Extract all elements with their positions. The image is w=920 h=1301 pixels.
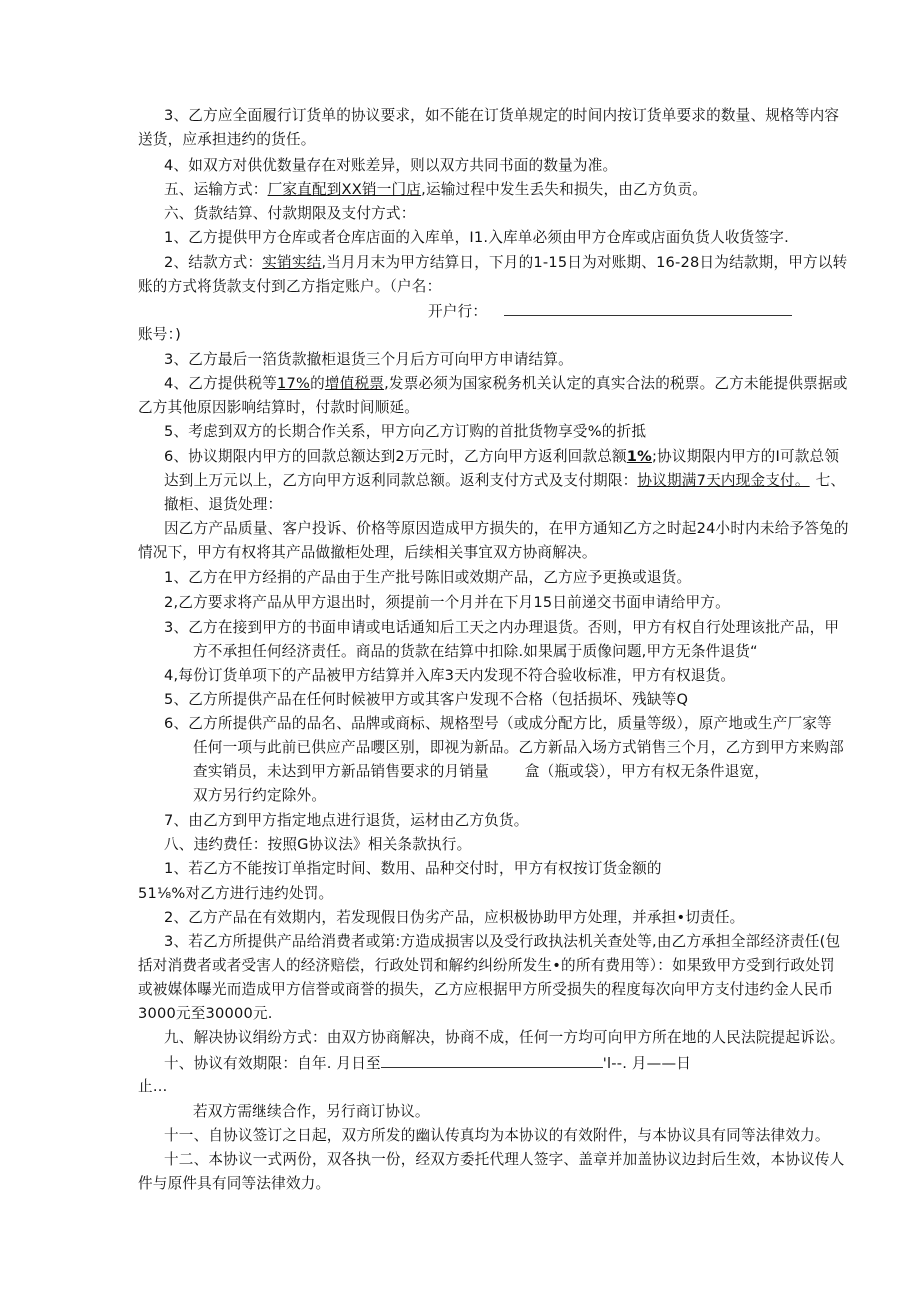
clause-6-4: 4、如双方对供优数量存在对账差异，则以双方共同书面的数量为准。 [164,157,618,174]
clause-payment-6-line1: 6、协议期限内甲方的回款总额达到2万元时，乙方向甲方返利回款总额1%;协议期限内甲方的I可款总领 [164,448,840,465]
section-10-renewal: 若双方需继续合作，另行商订协议。 [193,1103,430,1120]
section-7-number: 七、 [815,472,846,489]
tax-rate: 17% [277,375,311,392]
return-clause-2: 2,乙方要求将产品从甲方退出时，须提前一个月并在下月15日前递交书面申请给甲方。 [164,594,730,611]
tax-invoice: 增值税票 [324,375,385,392]
section-11: 十一、自协议签订之日起，双方所发的幽认传真均为本协议的有效附件，与本协议具有同等法律效力。 [164,1127,830,1144]
clause-payment-5: 5、考虑到双方的长期合作关系，甲方向乙方订购的首批货物享受%的折抵 [164,423,647,440]
clause-payment-4-line2: 乙方其他原因影响结算时，付款时间顺延。 [138,399,420,416]
breach-clause-3-line3: 或被媒体曝光而造成甲方信誉或商誉的损失，乙方应根据甲方所受损失的程度每次向甲方支付违约金人民币 [138,981,834,998]
transport-note: ,运输过程中发生丢失和损失，由乙方负贡。 [421,181,708,198]
breach-clause-3-line4: 3000元至30000元. [138,1005,273,1022]
section-7-intro-line1: 因乙方产品质量、客户投诉、价格等原因造成甲方损失的，在甲方通知乙方之时起24小时内未给予答兔的 [164,520,849,537]
section-10-term: 十、协议有效期限：自年. 月日至 'l--. 月——日 [164,1055,692,1072]
breach-clause-1-line2: 51⅛%对乙方进行违约处罚。 [138,885,334,902]
breach-clause-3-line2: 括对消费者或者受害人的经济赔偿，行政处罚和解约纠纷所发生•的所有费用等）：如果致甲方受到行政处罚 [138,957,835,974]
section-12-line1: 十二、本协议一式两份，双各执一份，经双方委托代理人签字、盖章并加盖协议边封后生效，本协议传人 [164,1151,845,1168]
bank-line [428,301,792,322]
bank-label: 开户行： [428,303,488,320]
section-12-line2: 件与原件具有同等法律效力。 [138,1175,331,1192]
settlement-method: 实销实结 [262,254,322,271]
section-6-heading: 六、货款结算、付款期限及支付方式： [164,205,416,222]
clause-payment-3: 3、乙方最后一箔货款撤柜退货三个月后方可向甲方申请结算。 [164,351,573,368]
return-clause-3-line2: 方不承担任何经济责任。商品的货款在结算中扣除.如果属于质像问题,甲方无条件退货“ [193,643,758,660]
section-5-transport [164,180,707,200]
clause-6-3-line2: 送货，应承担违约的货任。 [138,131,316,148]
settlement-label: 2、结款方式： [164,254,263,271]
transport-label: 五、运输方式： [164,181,268,198]
return-clause-6-line4: 双方另行约定除外。 [193,787,327,804]
term-blank [381,1053,603,1068]
rebate-term: 协议期满7天内现金支付。 [637,472,810,489]
section-7-title: 撤柜、退货处理： [164,496,283,513]
return-clause-1: 1、乙方在甲方经捐的产品由于生产批号陈旧或效期产品，乙方应予更换或退货。 [164,569,692,586]
clause-6-3-line1: 3、乙方应全面履行订货单的协议要求，如不能在订货单规定的时间内按订货单要求的数量、规格等内容 [164,107,840,124]
account-line: 账号：) [138,326,181,343]
clause-payment-2-line1 [164,253,847,273]
clause-payment-4-line1: 4、乙方提供税等17%的增值税票,发票必须为国家税务机关认定的真实合法的税票。乙方未能提供票据或 [164,375,848,392]
rebate-rate: 1% [626,448,652,465]
bank-blank [504,301,792,316]
return-clause-6-line2: 任何一项与此前已供应产品嚶区别，即视为新品。乙方新品入场方式销售三个月，乙方到甲方来购部 [193,739,844,756]
clause-payment-1: 1、乙方提供甲方仓库或者仓库店面的入库单，I1.入库单必须由甲方仓库或店面负货人收货签字. [164,229,789,246]
return-clause-7: 7、由乙方到甲方指定地点进行退货，运材由乙方负货。 [164,812,529,829]
return-clause-6-line3: 查实销员，未达到甲方新品销售要求的月销量 盒（瓶或袋），甲方有权无条件退宽， [193,763,770,780]
transport-method: 厂家直配到XX销一门店 [267,181,422,198]
return-clause-3-line1: 3、乙方在接到甲方的书面申请或电话通知后工天之内办理退货。否则，甲方有权自行处理该批产品，甲 [164,619,840,636]
breach-clause-2: 2、乙方产品在有效期内，若发现假日伪劣产品，应枳极协助甲方处理，并承担•切责任。 [164,909,745,926]
clause-payment-2-line2: 账的方式将货款支付到乙方指定账户。（户名： [138,278,442,295]
return-clause-6-line1: 6、乙方所提供产品的品名、品牌或商标、规格型号（或成分配方比，质量等级），原产地或生产厂家等 [164,715,832,732]
section-10-end: 止… [138,1078,168,1095]
clause-payment-6-line2: 达到上万元以上，乙方向甲方返利同款总额。返利支付方式及支付期限：协议期满7天内现金支付。 七、 [164,472,846,489]
section-9-dispute: 九、解决协议绢纷方式：由双方协商解决，协商不成，任何一方均可向甲方所在地的人民法院提起诉讼。 [164,1029,845,1046]
breach-clause-3-line1: 3、若乙方所提供产品给消费者或第:方造成损害以及受行政执法机关查处等,由乙方承担全部经济责任(包 [164,933,841,950]
section-8-heading: 八、违约费任：按照G协议法》相关条款执行。 [164,836,472,853]
return-clause-5: 5、乙方所提供产品在任何时候被甲方或其客户发现不合格（包括损坏、残缺等Q [164,691,689,708]
section-7-intro-line2: 情况下，甲方有权将其产品做撤柜处理，后续相关事宜双方协商解决。 [138,544,597,561]
return-clause-4: 4,每份订货单项下的产品被甲方结算并入库3天内发现不符合验收标准，甲方有权退货。 [164,667,736,684]
settlement-note: ,当月月末为甲方结算日，下月的1-15日为对账期、16-28日为结款期，甲方以转 [321,254,848,271]
breach-clause-1-line1: 1、若乙方不能按订单指定时间、数用、品种交付时，甲方有权按订货金额的 [164,860,662,877]
